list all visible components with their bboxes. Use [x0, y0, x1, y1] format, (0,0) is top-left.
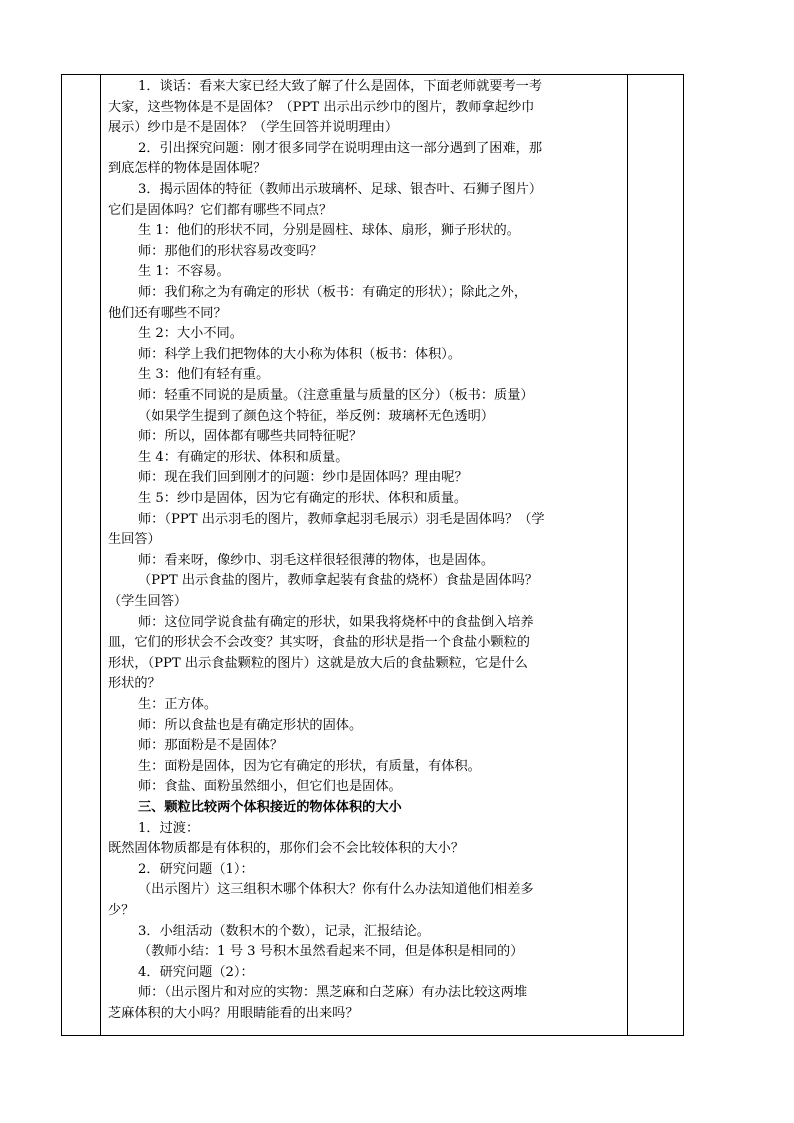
text-line: 三、颗粒比较两个体积接近的物体体积的大小 — [138, 800, 402, 815]
text-line: 师：那面粉是不是固体？ — [138, 738, 284, 754]
text-line: 1．谈话：看来大家已经大致了解了什么是固体，下面老师就要考一考 — [138, 79, 543, 94]
text-line: 少？ — [108, 903, 135, 918]
text-line: 师：看来呀，像纱巾、羽毛这样很轻很薄的物体，也是固体。 — [138, 552, 495, 568]
column-divider-2 — [627, 75, 628, 1035]
text-line: 它们是固体吗？它们都有哪些不同点？ — [108, 202, 333, 218]
text-line: 师：所以食盐也是有确定形状的固体。 — [138, 717, 363, 733]
text-line: 4．研究问题（2）： — [138, 964, 254, 980]
text-line: 2．研究问题（1）： — [138, 861, 254, 877]
text-line: 师：（出示图片和对应的实物：黑芝麻和白芝麻）有办法比较这两堆 — [138, 985, 528, 1001]
text-line: （如果学生提到了颜色这个特征，举反例：玻璃杯无色透明） — [138, 408, 495, 424]
text-line: 师：这位同学说食盐有确定的形状，如果我将烧杯中的食盐倒入培养 — [138, 614, 534, 630]
text-line: 师：所以，固体都有哪些共同特征呢？ — [138, 429, 363, 445]
text-line: 师：那他们的形状容易改变吗？ — [138, 243, 323, 259]
text-line: （出示图片）这三组积木哪个体积大？你有什么办法知道他们相差多 — [138, 882, 534, 898]
text-line: 皿，它们的形状会不会改变？其实呀，食盐的形状是指一个食盐小颗粒的 — [108, 635, 530, 651]
text-line: 师：（PPT 出示羽毛的图片，教师拿起羽毛展示）羽毛是固体吗？（学 — [138, 511, 545, 527]
text-line: 2．引出探究问题：刚才很多同学在说明理由这一部分遇到了困难，那 — [138, 140, 543, 156]
text-line: 生 3：他们有轻有重。 — [138, 367, 270, 383]
text-line: 生：面粉是固体，因为它有确定的形状，有质量，有体积。 — [138, 758, 481, 774]
text-line: 生 2：大小不同。 — [138, 326, 243, 342]
text-line: 3．小组活动（数积木的个数），记录，汇报结论。 — [138, 923, 430, 939]
text-line: 生：正方体。 — [138, 697, 218, 712]
text-line: 师：科学上我们把物体的大小称为体积（板书：体积）。 — [138, 346, 462, 362]
column-divider-1 — [100, 75, 101, 1035]
text-line: （学生回答） — [108, 594, 188, 609]
text-line: 芝麻体积的大小吗？用眼睛能看的出来吗？ — [108, 1006, 359, 1021]
text-line: 1．过渡： — [138, 820, 200, 836]
text-line: 形状的？ — [108, 676, 161, 692]
text-line: 师：现在我们回到刚才的问题：纱巾是固体吗？理由呢？ — [138, 470, 468, 486]
text-line: 师：我们称之为有确定的形状（板书：有确定的形状）；除此之外， — [138, 285, 528, 300]
text-line: 生 4：有确定的形状、体积和质量。 — [138, 449, 349, 465]
text-line: 生 1：不容易。 — [138, 264, 230, 280]
text-line: 既然固体物质都是有体积的，那你们会不会比较体积的大小？ — [108, 841, 465, 857]
text-line: 生回答） — [108, 532, 161, 548]
text-line: 到底怎样的物体是固体呢？ — [108, 161, 267, 177]
text-line: （教师小结：1 号 3 号积木虽然看起来不同，但是体积是相同的） — [138, 944, 524, 960]
text-line: （PPT 出示食盐的图片，教师拿起装有食盐的烧杯）食盐是固体吗？ — [138, 573, 538, 589]
text-line: 3．揭示固体的特征（教师出示玻璃杯、足球、银杏叶、石狮子图片） — [138, 182, 543, 197]
text-line: 生 1：他们的形状不同，分别是圆柱、球体、扇形，狮子形状的。 — [138, 223, 520, 239]
text-line: 师：轻重不同说的是质量。（注意重量与质量的区分）（板书：质量） — [138, 388, 534, 403]
text-line: 展示）纱巾是不是固体？（学生回答并说明理由） — [108, 120, 399, 136]
text-line: 大家，这些物体是不是固体？（PPT 出示出示纱巾的图片，教师拿起纱巾 — [108, 99, 535, 115]
text-line: 生 5：纱巾是固体，因为它有确定的形状、体积和质量。 — [138, 491, 468, 506]
text-line: 形状，（PPT 出示食盐颗粒的图片）这就是放大后的食盐颗粒，它是什么 — [108, 655, 528, 671]
text-line: 师：食盐、面粉虽然细小，但它们也是固体。 — [138, 779, 402, 795]
text-line: 他们还有哪些不同？ — [108, 305, 227, 321]
